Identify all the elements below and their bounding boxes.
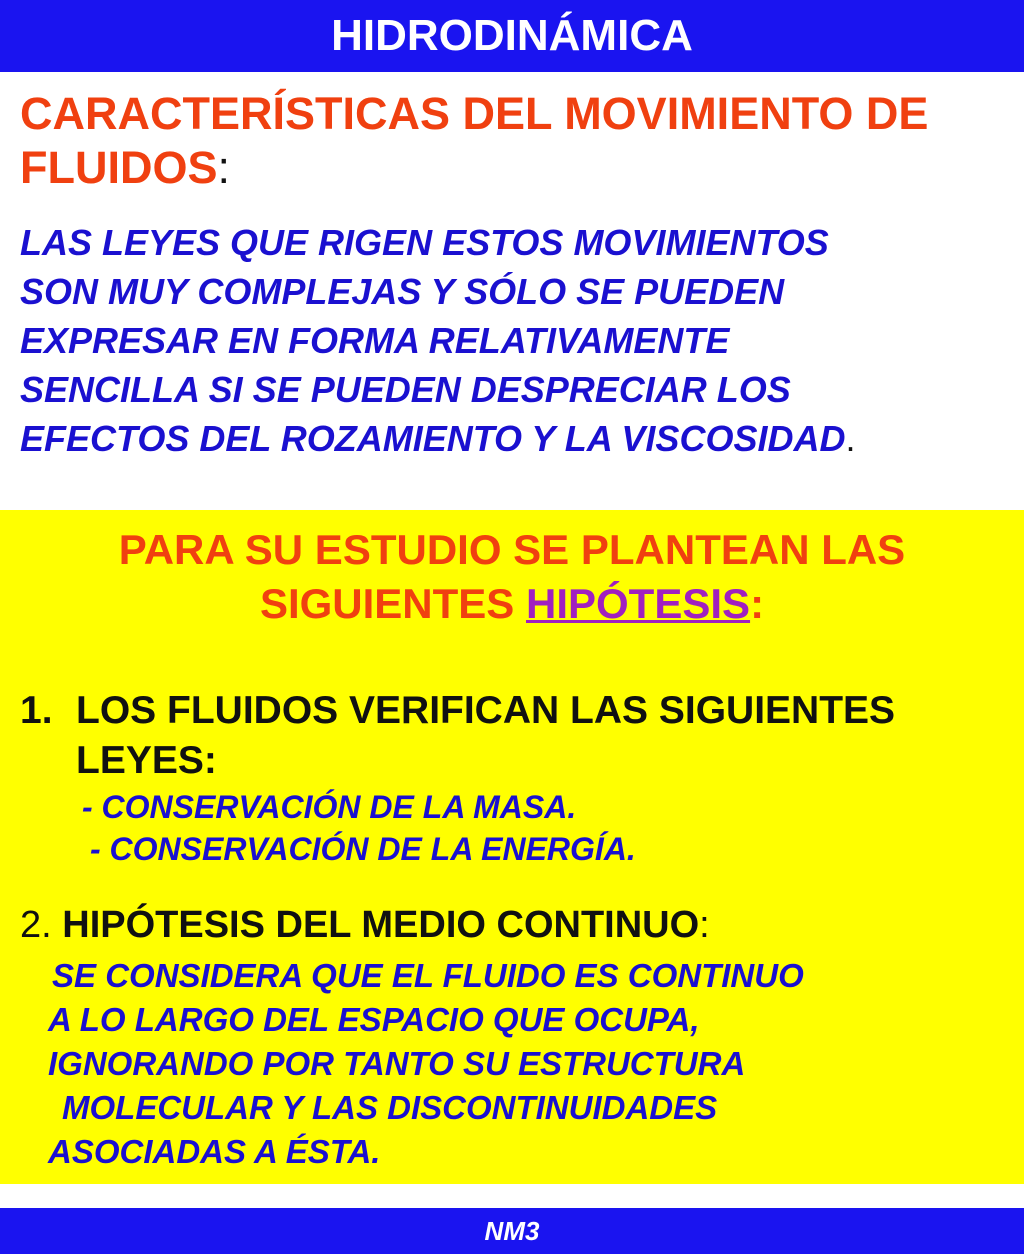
footer-label: NM3 — [484, 1216, 540, 1246]
hypothesis-item-2-colon: : — [699, 904, 710, 946]
law-mass: - CONSERVACIÓN DE LA MASA. — [82, 789, 577, 825]
hypothesis-item-1-number: 1. — [20, 689, 53, 732]
section-heading-colon: : — [217, 142, 231, 193]
hypothesis-item-2 — [20, 900, 1000, 950]
hypotheses-heading-line1: PARA SU ESTUDIO SE PLANTEAN LAS — [118, 526, 906, 573]
continuum-desc-line: ASOCIADAS A ÉSTA. — [48, 1133, 381, 1170]
intro-line — [20, 414, 1010, 463]
section-heading-text: CARACTERÍSTICAS DEL MOVIMIENTO DE FLUIDOS — [20, 88, 929, 193]
hypothesis-item-2-title: HIPÓTESIS DEL MEDIO CONTINUO — [62, 904, 700, 946]
hypotheses-keyword: HIPÓTESIS — [526, 580, 751, 627]
continuum-desc-line: SE CONSIDERA QUE EL FLUIDO ES CONTINUO — [52, 957, 804, 994]
hypotheses-heading-colon: : — [750, 580, 765, 627]
intro-line: EXPRESAR EN FORMA RELATIVAMENTE — [20, 320, 730, 361]
continuum-desc-line: A LO LARGO DEL ESPACIO QUE OCUPA, — [48, 1001, 700, 1038]
hypothesis-item-1 — [20, 686, 1000, 786]
hypotheses-heading-line2 — [0, 577, 1024, 631]
law-energy: - CONSERVACIÓN DE LA ENERGÍA. — [90, 831, 636, 867]
section-heading — [20, 87, 1010, 195]
hypotheses-heading — [0, 523, 1024, 631]
title-bar — [0, 0, 1024, 72]
intro-line: SENCILLA SI SE PUEDEN DESPRECIAR LOS — [20, 369, 791, 410]
hypothesis-item-2-number: 2. — [20, 904, 63, 946]
intro-line: LAS LEYES QUE RIGEN ESTOS MOVIMIENTOS — [20, 222, 829, 263]
intro-period: . — [845, 418, 856, 459]
hypothesis-item-1-text: LOS FLUIDOS VERIFICAN LAS SIGUIENTES — [76, 689, 896, 732]
hypotheses-heading-prefix: SIGUIENTES — [259, 580, 526, 627]
intro-line-text: EFECTOS DEL ROZAMIENTO Y LA VISCOSIDAD — [20, 418, 846, 459]
footer-bar — [0, 1208, 1024, 1254]
hypothesis-item-1-line1 — [20, 686, 1000, 736]
hypothesis-item-1-line2: LEYES: — [76, 739, 217, 782]
continuum-desc-line: IGNORANDO POR TANTO SU ESTRUCTURA — [48, 1045, 746, 1082]
page-title: HIDRODINÁMICA — [331, 11, 693, 60]
continuum-desc-line: MOLECULAR Y LAS DISCONTINUIDADES — [62, 1089, 718, 1126]
intro-line: SON MUY COMPLEJAS Y SÓLO SE PUEDEN — [20, 271, 785, 312]
intro-paragraph — [20, 218, 1010, 463]
